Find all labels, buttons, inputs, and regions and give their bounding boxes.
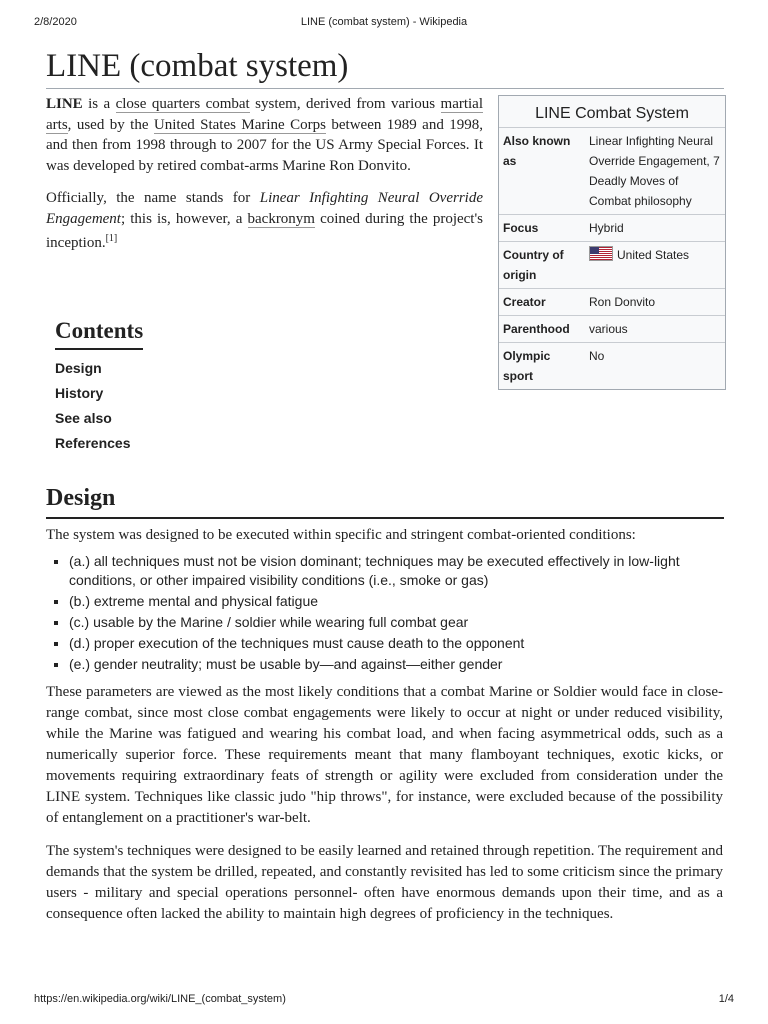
infobox-row — [499, 343, 725, 390]
toc-title: Contents — [55, 316, 143, 350]
print-page-number: 1/4 — [718, 993, 734, 1005]
link-martial-arts[interactable]: martial arts — [46, 96, 484, 133]
design-intro: The system was designed to be executed within specific and stringent combat-oriented conditions: — [46, 527, 636, 543]
toc-item-references[interactable]: References — [55, 435, 131, 451]
citation-1[interactable]: [1] — [105, 233, 118, 244]
infobox-value: Linear Infighting Neural Override Engagement, 7 Deadly Moves of Combat philosophy — [585, 128, 725, 215]
toc-item-see-also[interactable]: See also — [55, 410, 112, 426]
list-item: ▪ (d.) proper execution of the techniques must cause death to the opponent — [69, 634, 723, 653]
title-divider — [46, 88, 724, 89]
lead-paragraph-2 — [46, 188, 483, 254]
infobox-row — [499, 215, 725, 242]
print-url: https://en.wikipedia.org/wiki/LINE_(combat_system) — [34, 993, 286, 1005]
link-close-quarters-combat[interactable]: close quarters combat — [115, 96, 250, 112]
design-section — [46, 525, 723, 937]
link-backronym[interactable]: backronym — [247, 210, 315, 227]
lead-text: ; this is, however, a — [120, 210, 248, 227]
infobox-row — [499, 289, 725, 316]
design-paragraph-1: These parameters are viewed as the most likely conditions that a combat Marine or Soldier would face in close-range combat, since most close combat engagements were likely to occur at night or under reduced visibility, while the Marine was fatigued and wearing his combat load, and when facing asymmetrical odds, such as a numerically superior force. These requirements meant that many flamboyant techniques, exotic kicks, or movements requiring extraordinary feats of strength or agility were excluded from consideration under the LINE system. Techniques like classic judo "hip throws", for instance, were excluded because of the possibility of entanglement on a practitioner's war-belt. — [46, 684, 723, 826]
lead-section — [46, 94, 483, 266]
section-heading-design: Design — [46, 485, 116, 511]
list-item: ▪ (c.) usable by the Marine / soldier while wearing full combat gear — [69, 613, 723, 632]
infobox-key: Parenthood — [499, 316, 585, 343]
infobox-title: LINE Combat System — [535, 105, 689, 122]
infobox-value: Hybrid — [585, 215, 725, 242]
design-conditions-list — [46, 552, 723, 674]
infobox-table — [499, 127, 725, 389]
lead-text: is a — [82, 96, 116, 112]
lead-text: , used by the — [67, 116, 154, 133]
link-united-states[interactable]: United States — [617, 248, 690, 262]
infobox-key: Focus — [499, 215, 585, 242]
lead-text: coined during the project's inception. — [46, 210, 484, 251]
infobox-row — [499, 128, 725, 215]
us-flag-icon — [589, 246, 613, 261]
infobox-value: various — [585, 316, 725, 343]
infobox-value: Ron Donvito — [585, 289, 725, 316]
lead-text: between 1989 and 1998, and then from 1998 through to 2007 for the US Army Special Forces. It was developed by retired combat-arms Marine Ron Donvito. — [46, 116, 484, 174]
lead-text: Officially, the name stands for — [46, 190, 260, 206]
print-header — [0, 16, 768, 30]
section-divider — [46, 517, 724, 519]
lead-term: LINE — [46, 96, 83, 112]
toc-list — [55, 356, 143, 456]
infobox-key: Country of origin — [499, 242, 585, 289]
infobox-row — [499, 242, 725, 289]
print-footer — [0, 993, 768, 1007]
print-page-title: LINE (combat system) - Wikipedia — [300, 16, 468, 28]
list-item: ▪ (a.) all techniques must not be vision dominant; techniques may be executed effectively in low-light conditions, or other impaired visibility conditions (i.e., smoke or gas) — [69, 552, 723, 590]
toc-item-design[interactable]: Design — [55, 360, 102, 376]
design-paragraph-2: The system's techniques were designed to be easily learned and retained through repetition. The requirement and demands that the system be drilled, repeated, and constantly revisited has led to some criticism since the primary users - military and special operations personnel- often have enormous demands upon their time, and as a consequence often lacked the ability to maintain high degrees of proficiency in the techniques. — [46, 843, 723, 922]
link-usmc[interactable]: United States Marine Corps — [153, 116, 326, 133]
infobox — [498, 95, 726, 390]
infobox-key: Creator — [499, 289, 585, 316]
list-item: ▪ (b.) extreme mental and physical fatigue — [69, 592, 723, 611]
infobox-value-country — [585, 242, 725, 289]
infobox-key: Olympic sport — [499, 343, 585, 390]
lead-expansion: Linear Infighting Neural Override Engagement — [46, 190, 483, 227]
print-date: 2/8/2020 — [34, 16, 77, 28]
infobox-row — [499, 316, 725, 343]
infobox-value: No — [585, 343, 725, 390]
article-title: LINE (combat system) — [46, 48, 349, 84]
table-of-contents — [55, 316, 143, 456]
lead-text: system, derived from various — [249, 96, 441, 112]
infobox-key: Also known as — [499, 128, 585, 215]
toc-item-history[interactable]: History — [55, 385, 104, 401]
lead-paragraph-1 — [46, 94, 483, 176]
list-item: ▪ (e.) gender neutrality; must be usable by—and against—either gender — [69, 655, 723, 674]
